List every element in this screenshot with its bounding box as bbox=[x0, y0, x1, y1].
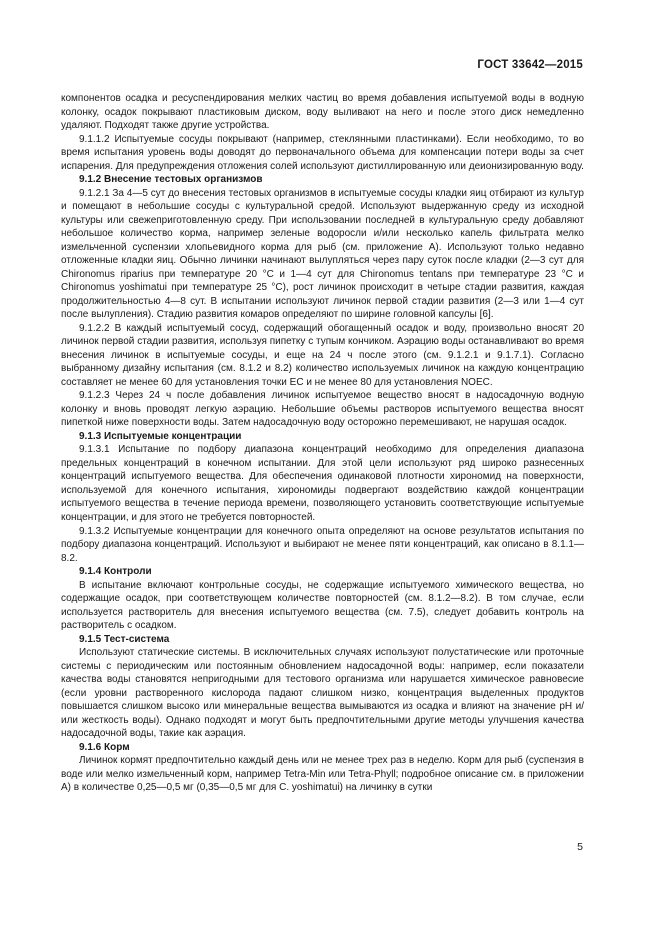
section-heading-9-1-3: 9.1.3 Испытуемые концентрации bbox=[79, 430, 242, 442]
paragraph-9-1-2-1: 9.1.2.1 За 4—5 сут до внесения тестовых организмов в испытуемые сосуды кладки яиц отбирают из культур и помещают в небольшие сосуды с культуральной средой. Используют выдержанную среду из исходной культуры или свежеприготовленную среду. При использовании последней в культуральную среду добавляют небольшое количество корма, например зеленые водоросли и/или несколько капель фильтрата мелко измельченной суспензии хлопьевидного корма для рыб (см. приложение А). Используют только недавно отложенные кладки яиц. Обычно личинки начинают вылупляться через пару суток после кладки (2—3 сут для Chironomus riparius при температуре 20 °C и 1—4 сут для Chironomus tentans при температуре 23 °C и Chironomus yoshimatui при температуре 25 °C), рост личинок происходит в четыре стадии развития, каждая продолжительностью 4—8 сут. В испытании используют личинок первой стадии развития (2—3 или 1—4 сут после вылупления). Стадию развития комаров определяют по ширине головной капсулы [6]. bbox=[61, 187, 584, 321]
paragraph-feed: Личинок кормят предпочтительно каждый день или не менее трех раз в неделю. Корм для рыб (суспензия в воде или мелко измельченный корм, например Tetra-Min или Tetra-Phyll; подробное описание см. в приложении А) в количестве 0,25—0,5 мг (0,35—0,5 мг для C. yoshimatui) на личинку в сутки bbox=[61, 755, 584, 794]
section-heading-9-1-4: 9.1.4 Контроли bbox=[79, 566, 152, 578]
paragraph-9-1-1-2: 9.1.1.2 Испытуемые сосуды покрывают (например, стеклянными пластинками). Если необходимо, то во время испытания уровень воды доводят до первоначального объема для компенсации потери воды за счет испарения. Для предупреждения отложения солей используют дистиллированную или деионизированную воду. bbox=[61, 133, 584, 172]
paragraph-continuation: компонентов осадка и ресуспендирования мелких частиц во время добавления испытуемой воды в водную колонку, осадок покрывают пластиковым диском, воду выливают на него и после этого диск немедленно удаляют. Подходят также другие устройства. bbox=[61, 93, 584, 132]
standard-code-header: ГОСТ 33642—2015 bbox=[477, 59, 583, 71]
paragraph-9-1-2-2: 9.1.2.2 В каждый испытуемый сосуд, содержащий обогащенный осадок и воду, произвольно вносят 20 личинок первой стадии развития, используя пипетку с тупым кончиком. Аэрацию воды останавливают во время внесения личинок в испытуемые сосуды, и еще на 24 ч после этого (см. 9.1.2.1 и 9.1.7.1). Согласно выбранному дизайну испытания (см. 8.1.2 и 8.2) количество используемых личинок на каждую концентрацию составляет не менее 60 для установления точки EC и не менее 80 для установления NOEC. bbox=[61, 322, 584, 388]
paragraph-9-1-3-2: 9.1.3.2 Испытуемые концентрации для конечного опыта определяют на основе результатов испытания по подбору диапазона концентраций. Используют и выбирают не менее пяти концентраций, как описано в 8.1.1—8.2. bbox=[61, 525, 584, 564]
paragraph-9-1-2-3: 9.1.2.3 Через 24 ч после добавления личинок испытуемое вещество вносят в надосадочную водную колонку и вновь проводят легкую аэрацию. Небольшие объемы растворов испытуемого вещества вносят пипеткой ниже поверхности воды. Затем надосадочную воду осторожно перемешивают, не нарушая осадок. bbox=[61, 390, 584, 429]
section-heading-9-1-6: 9.1.6 Корм bbox=[79, 741, 130, 753]
page-number: 5 bbox=[577, 841, 583, 853]
section-heading-9-1-5: 9.1.5 Тест-система bbox=[79, 633, 170, 645]
paragraph-test-system: Используют статические системы. В исключительных случаях используют полустатические или проточные системы с периодическим или постоянным обновлением надосадочной воды: например, если показатели качества воды становятся непригодными для тестового организма или нарушается химическое равновесие (если уровни растворенного кислорода падают слишком низко, концентрация выделенных продуктов повышается слишком высоко или минеральные вещества вымываются из осадка и влияют на значение pH и/или жесткость воды). Однако подходят и могут быть предпочтительными другие методы улучшения качества надосадочной воды, такие как аэрация. bbox=[61, 647, 584, 740]
document-body bbox=[61, 92, 584, 795]
paragraph-controls: В испытание включают контрольные сосуды, не содержащие испытуемого химического вещества, но содержащие осадок, при соответствующем количестве повторностей (см. 8.1.2—8.2). В том случае, если используется растворитель для внесения испытуемого вещества (см. 7.5), следует добавить контроль на растворитель с осадком. bbox=[61, 579, 584, 632]
paragraph-9-1-3-1: 9.1.3.1 Испытание по подбору диапазона концентраций необходимо для определения диапазона предельных концентраций в конечном испытании. Для этой цели используют ряд широко разнесенных концентраций испытуемого вещества. Для обеспечения одинаковой плотности хирономид на поверхности, используемой для конечного испытания, хирономиды подвергают воздействию каждой концентрации испытуемого вещества в течение периода времени, позволяющего установить соответствующие испытуемые концентрации, и для этого не требуется повторностей. bbox=[61, 444, 584, 523]
section-heading-9-1-2: 9.1.2 Внесение тестовых организмов bbox=[79, 174, 263, 186]
